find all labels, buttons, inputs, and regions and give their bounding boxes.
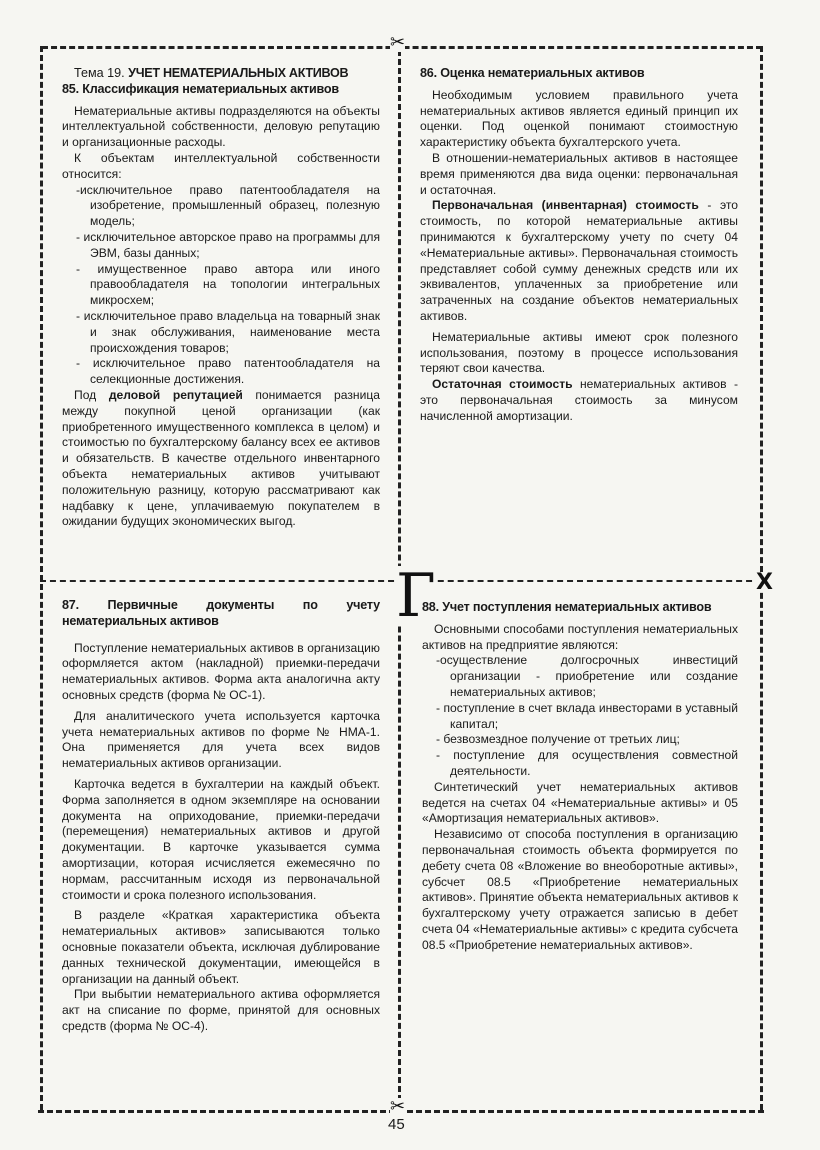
paragraph: Для аналитического учета используется карточка учета нематериальных активов по форме № НМА-1. Она применяется для учета всех видов нематериальных активов организации. [62,708,380,771]
paragraph: В разделе «Краткая характеристика объекта нематериальных активов» записываются только основные показатели объекта, исключая дублирование данных технической документации, имеющейся в организации на данный объект. [62,908,380,986]
text-span: - это стоимость, по которой нематериальные активы принимаются к бухгалтерскому учету по счету 04 «Нематериальные активы». Первоначальная стоимость представляет собой сумму денежных средств или их эквивалентов, уплаченных за приобретение или затраченных на создание объектов нематериальных активов. [420,198,738,323]
paragraph [420,198,738,324]
list-item: -осуществление долгосрочных инвестиций организации - приобретение или создание нематериальных активов; [436,653,738,699]
text-span: понимается разница между покупной ценой организации (как приобретенного имущественного комплекса в целом) и стоимостью по бухгалтерскому балансу всех ее активов и обязательств. В качестве отдельного инвентарного объекта нематериальных активов учитывают положительную разницу, которую рассматривают как надбавку к цене, уплачиваемую покупателем в ожидании будущих экономических выгод. [62,387,380,529]
list-item: - исключительное авторское право на программы для ЭВМ, базы данных; [76,229,380,260]
paragraph: При выбытии нематериального актива оформляется акт на списание по форме, принятой для основных средств (форма № ОС-4). [62,987,380,1033]
paragraph [62,388,380,530]
paragraph: Нематериальные активы подразделяются на объекты интеллектуальной собственности, деловую репутацию и организационные расходы. [62,103,380,150]
topic-prefix: Тема 19. [74,66,125,80]
list-item: - исключительное право патентообладателя на селекционные достижения. [76,356,380,387]
list-item: - поступление для осуществления совместной деятельности. [436,748,738,778]
cut-cross-icon: X [756,570,773,595]
cut-line-left [40,46,43,1110]
paragraph: Необходимым условием правильного учета нематериальных активов является единый принцип их оценки. Под оценкой понимают стоимостную характеристику объекта бухгалтерского учета. [420,87,738,150]
list-item: -исключительное право патентообладателя на изобретение, промышленный образец, полезную модель; [76,182,380,229]
section-heading: 86. Оценка нематериальных активов [420,66,645,80]
section-heading: 85. Классификация нематериальных активов [62,81,339,96]
paragraph [420,377,738,424]
section-heading: 87. Первичные документы по учету нематериальных активов [62,598,380,628]
paragraph: Независимо от способа поступления в организацию первоначальная стоимость объекта формируется по дебету счета 08 «Вложение во внеоборотные активы», субсчет 08.5 «Приобретение нематериальных активов». Принятие объекта нематериальных активов к бухгалтерскому учету отражается записью в дебет счета 04 «Нематериальные активы» с кредита субсчета 08.5 «Приобретение нематериальных активов». [422,827,738,952]
text-span: Под [74,387,109,402]
text-span: нематериальных активов - это первоначальная стоимость за минусом начисленной амортизации. [420,377,738,423]
paragraph: Синтетический учет нематериальных активов ведется на счетах 04 «Нематериальные активы» и 05 «Амортизация нематериальных активов». [422,779,738,826]
paragraph: Нематериальные активы имеют срок полезного использования, поэтому в процессе использования теряют свои качества. [420,329,738,376]
topic-name: УЧЕТ НЕМАТЕРИАЛЬНЫХ АКТИВОВ [128,66,349,80]
section-87 [62,598,380,1035]
term: Остаточная стоимость [432,377,573,392]
paragraph: К объектам интеллектуальной собственности относится: [62,150,380,181]
term: Первоначальная (инвентарная) стоимость [432,198,699,213]
paragraph: В отношении-нематериальных активов в настоящее время применяются два вида оценки: первоначальная и остаточная. [420,150,738,197]
corner-bracket-icon: Г [396,561,436,631]
list-item: - поступление в счет вклада инвесторами в уставный капитал; [436,700,738,731]
scissors-icon: ✂ [390,32,406,53]
paragraph: Карточка ведется в бухгалтерии на каждый объект. Форма заполняется в одном экземпляре на основании документа на оприходование, приемки-передачи (перемещения) нематериальных активов и другой документации. В карточке указывается сумма амортизации, которая исчисляется ежемесячно по нормам, рассчитанным исходя из первоначальной стоимости и срока полезного использования. [62,776,380,902]
bullet-list [62,183,380,388]
section-88 [422,600,738,954]
topic-title [62,66,380,82]
bullet-list [422,653,738,779]
paragraph: Поступление нематериальных активов в организацию оформляется актом (накладной) приемки-передачи нематериальных активов. Форма акта аналогична акту основных средств (форма № ОС-1). [62,640,380,702]
paragraph: Основными способами поступления нематериальных активов на предприятие являются: [422,621,738,652]
list-item: - исключительное право владельца на товарный знак и знак обслуживания, наименование места происхождения товаров; [76,308,380,355]
scissors-icon: ✂ [390,1096,406,1117]
section-86 [420,66,738,425]
page-number: 45 [388,1116,405,1133]
term: деловой репутацией [108,387,243,402]
section-heading: 88. Учет поступления нематериальных активов [422,600,712,614]
list-item: - безвозмездное получение от третьих лиц; [436,732,680,747]
list-item: - имущественное право автора или иного правообладателя на топологии интегральных микросхем; [76,261,380,308]
section-85 [62,66,380,530]
